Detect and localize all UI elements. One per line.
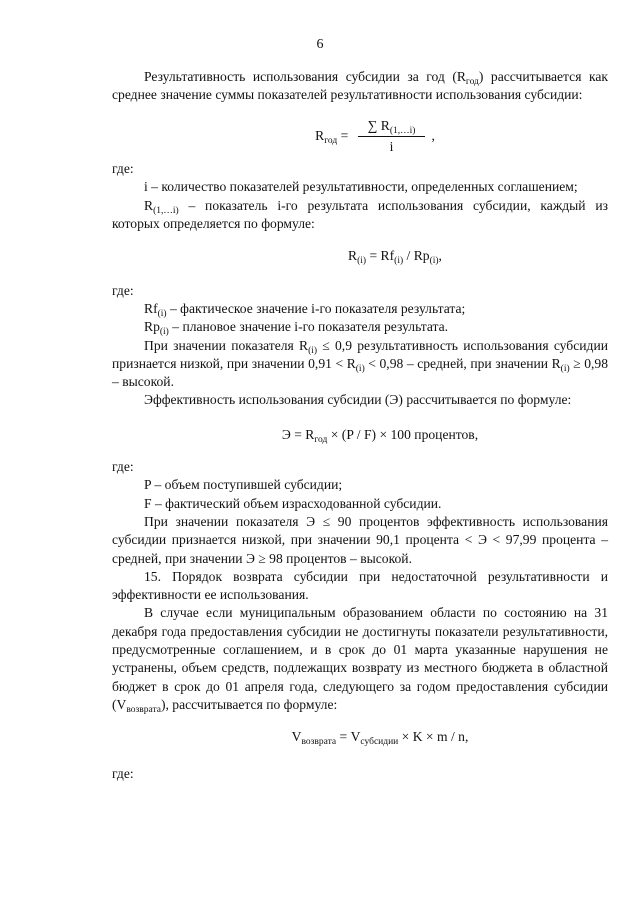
- subscript: (i): [394, 256, 404, 267]
- page-number: 6: [316, 37, 324, 52]
- text: – фактическое значение i-го показателя результата;: [166, 300, 466, 316]
- subscript: (i): [159, 327, 169, 338]
- text: ≤ 0,9 результативность использования субсидии признается низкой, при значении 0,91 < R: [112, 337, 608, 371]
- subscript: год: [314, 434, 328, 445]
- text: ∑ R: [367, 117, 390, 133]
- formula-comma: ,: [431, 127, 435, 143]
- fraction-numerator: [358, 117, 426, 137]
- where-label: где:: [112, 765, 134, 781]
- text: Rf: [144, 300, 158, 316]
- text: × (P / F) × 100 процентов,: [327, 426, 479, 442]
- text: < 0,98 – средней, при значении R: [364, 355, 561, 371]
- definition-rp: [112, 318, 608, 336]
- definition-p: P – объем поступившей субсидии;: [144, 477, 343, 493]
- subscript: (1,…i): [389, 125, 416, 136]
- where-label: где:: [112, 282, 134, 298]
- subscript: (i): [308, 345, 318, 356]
- text: ) рассчитывается как среднее значение суммы показателей результативности использования субсидии:: [112, 69, 608, 103]
- subscript: (1,…i): [153, 205, 179, 216]
- text: Результативность использования субсидии за год (R: [144, 69, 466, 84]
- formula-equals: =: [337, 127, 349, 143]
- text: V: [291, 729, 302, 745]
- subscript: (i): [357, 256, 367, 267]
- definition-i: i – количество показателей результативности, определенных соглашением;: [144, 179, 578, 195]
- formula-fraction: [358, 117, 426, 157]
- formula-r-year: [112, 117, 608, 157]
- paragraph-yearly-effectiveness: [112, 68, 608, 105]
- subscript: год: [324, 135, 338, 146]
- paragraph-return-conditions: [112, 604, 608, 714]
- definition-f: F – фактический объем израсходованной субсидии.: [144, 495, 442, 511]
- formula-efficiency: [112, 426, 608, 444]
- text: ≥ 0,98 – высокой.: [112, 355, 608, 390]
- text: = Rf: [366, 248, 395, 264]
- paragraph-efficiency: Эффективность использования субсидии (Э) рассчитывается по формуле:: [144, 392, 572, 408]
- text: Э = R: [281, 426, 315, 442]
- subscript: год: [465, 77, 479, 87]
- text: ,: [438, 248, 442, 264]
- text: В случае если муниципальным образованием области по состоянию на 31 декабря года предоставления субсидии не достигнуты показатели результативности, предусмотренные соглашением, и в срок до 01 марта указанные нарушения не устранены, объем средств, подлежащих возврату из местного бюджета в областной бюджет в срок до 01 апреля года, следующего за годом предоставления субсидии (V: [112, 605, 608, 712]
- where-label: где:: [112, 161, 134, 177]
- formula-return: [112, 728, 608, 746]
- fraction-denominator: i: [389, 138, 394, 154]
- text: При значении показателя R: [144, 337, 309, 353]
- text: R: [144, 197, 154, 213]
- subscript: возврата: [301, 737, 337, 748]
- definition-r-1-i: [112, 197, 608, 234]
- paragraph-result-thresholds: [112, 337, 608, 392]
- text: = V: [336, 729, 361, 745]
- paragraph-efficiency-thresholds: При значении показателя Э ≤ 90 процентов эффективность использования субсидии признается низкой, при значении 90,1 процента < Э < 97,99 процента – средней, при значении Э ≥ 98 процентов – высокой.: [112, 513, 608, 566]
- text: × K × m / n,: [398, 729, 469, 745]
- formula-r-i: [112, 247, 608, 265]
- subscript: (i): [429, 256, 439, 267]
- paragraph-section-15: 15. Порядок возврата субсидии при недостаточной результативности и эффективности ее использования.: [112, 568, 608, 603]
- subscript: (i): [355, 363, 365, 374]
- formula-lhs: R: [315, 127, 325, 143]
- document-body: [112, 68, 608, 783]
- text: Rp: [144, 319, 160, 335]
- subscript: субсидии: [360, 737, 399, 748]
- text: R: [348, 248, 358, 264]
- where-label: где:: [112, 459, 134, 475]
- text: – плановое значение i-го показателя результата.: [168, 319, 449, 335]
- text: / Rp: [403, 248, 430, 264]
- subscript: (i): [560, 363, 570, 374]
- subscript: (i): [157, 308, 167, 319]
- text: ), рассчитывается по формуле:: [160, 696, 338, 712]
- text: – показатель i-го результата использования субсидии, каждый из которых определяется по формуле:: [112, 197, 608, 232]
- definition-rf: [112, 300, 608, 318]
- subscript: возврата: [126, 704, 161, 715]
